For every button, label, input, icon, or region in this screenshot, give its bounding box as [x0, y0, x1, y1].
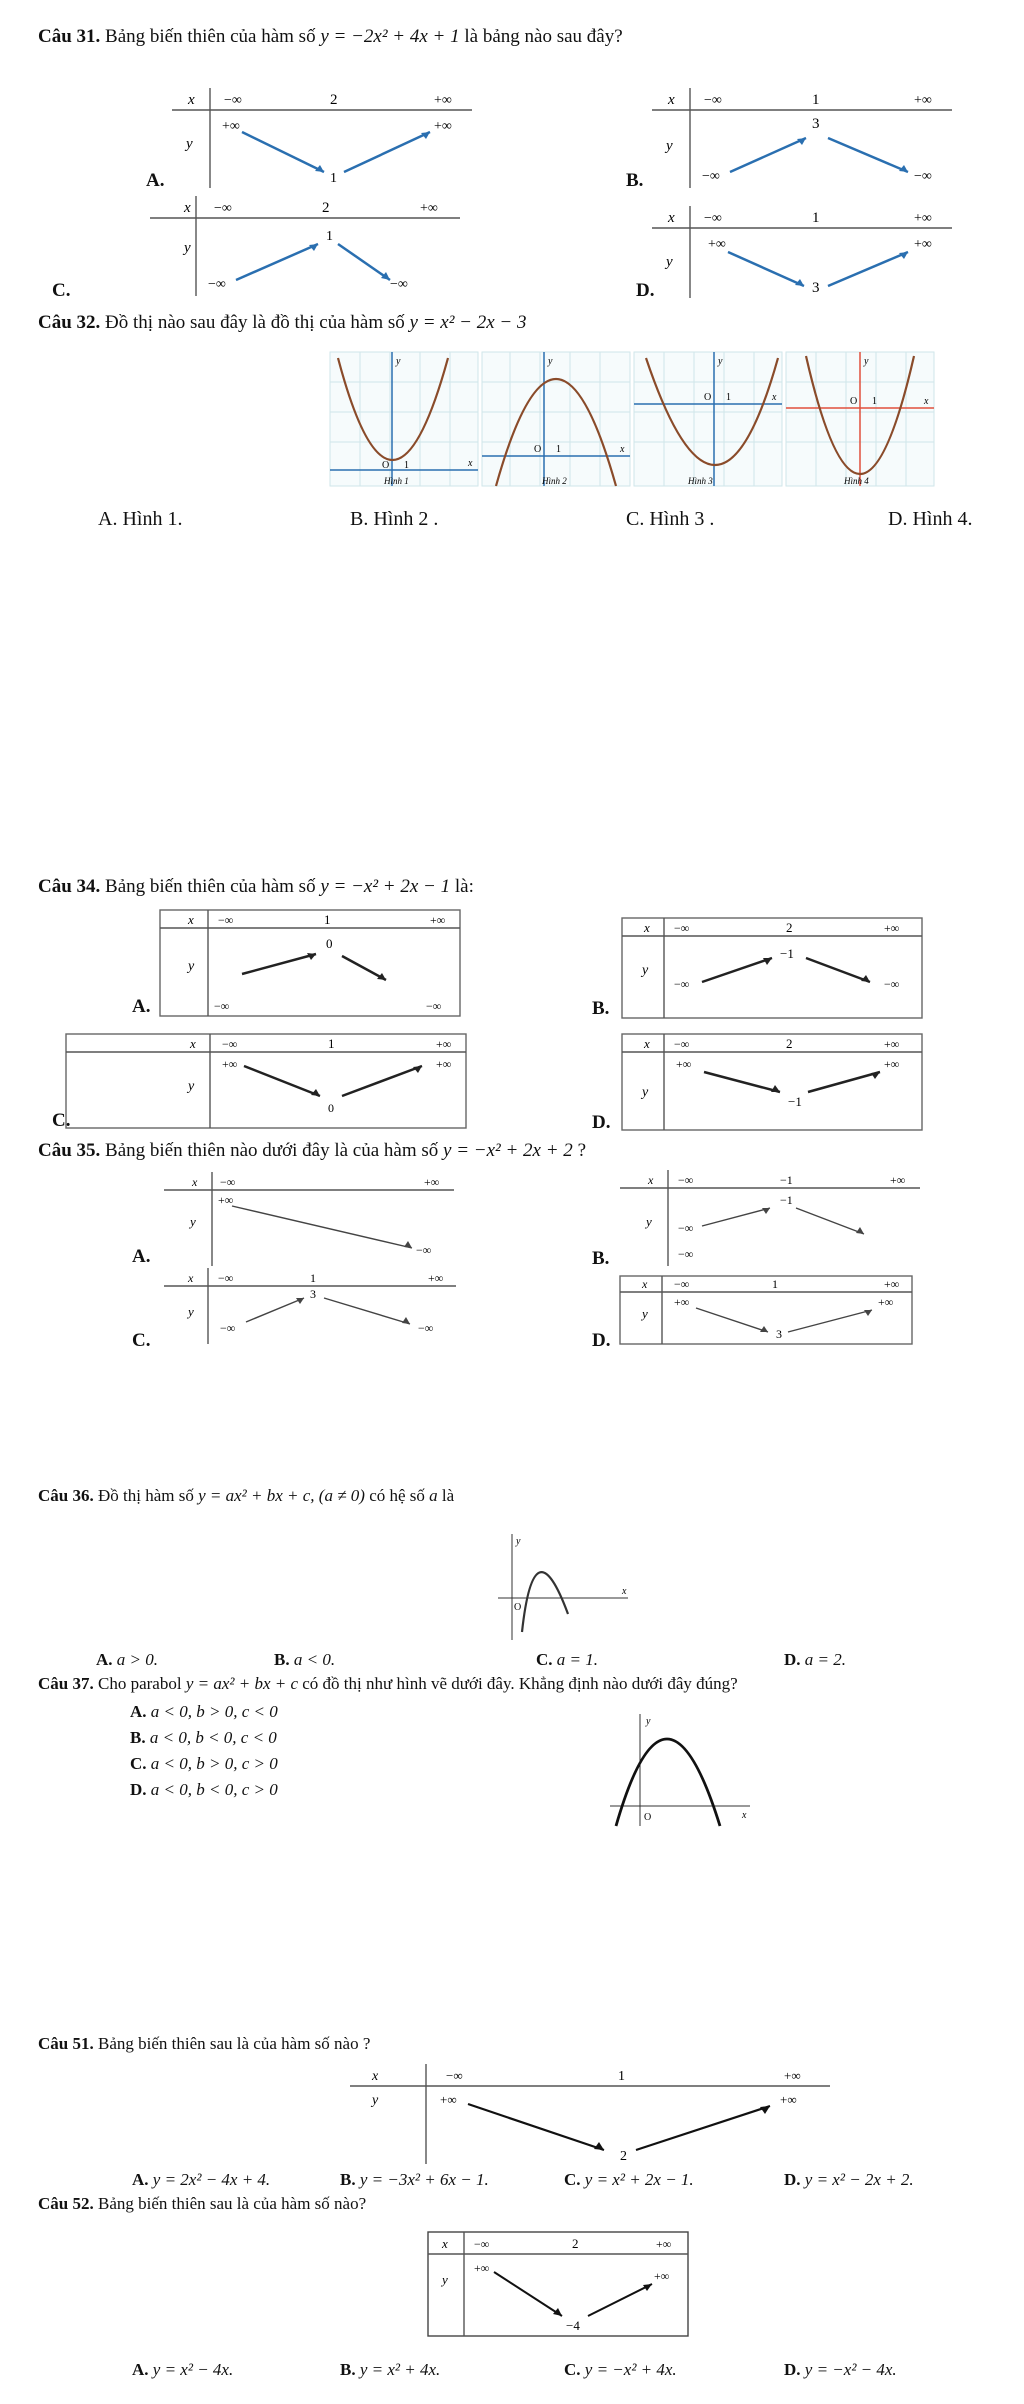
var-y: y: [186, 136, 193, 152]
svg-text:2: 2: [322, 200, 330, 216]
q52-option-a[interactable]: A. y = x² − 4x.: [132, 2360, 234, 2379]
svg-text:y: y: [516, 1536, 521, 1547]
q37-formula: y = ax² + bx + c: [185, 1674, 299, 1693]
var-x: x: [188, 92, 195, 108]
q35-option-c-label[interactable]: C.: [132, 1330, 151, 1351]
increase-arrow: [344, 132, 430, 172]
q31-stem: [38, 26, 623, 48]
svg-text:1: 1: [328, 1036, 335, 1051]
svg-text:0: 0: [328, 1101, 334, 1115]
svg-text:2: 2: [786, 1036, 793, 1051]
q34-formula: y = −x² + 2x − 1: [320, 876, 451, 897]
svg-text:−1: −1: [788, 1094, 802, 1109]
q36-option-d[interactable]: D. a = 2.: [784, 1650, 847, 1669]
svg-text:x: x: [188, 912, 194, 927]
q35-text: Bảng biến thiên nào dưới đây là của hàm số: [105, 1140, 439, 1161]
q36-option-c[interactable]: C. a = 1.: [536, 1650, 599, 1669]
q32-text: Đồ thị nào sau đây là đồ thị của hàm số: [105, 312, 405, 333]
q52-table: [428, 2232, 688, 2336]
increase-arrow: [730, 138, 806, 172]
q36-number: Câu 36.: [38, 1486, 94, 1505]
svg-text:+∞: +∞: [436, 1057, 452, 1071]
svg-text:−1: −1: [780, 1173, 793, 1187]
svg-text:y: y: [190, 1214, 196, 1229]
svg-text:x: x: [772, 392, 777, 403]
svg-text:−1: −1: [780, 1193, 793, 1207]
svg-text:3: 3: [776, 1327, 782, 1341]
svg-text:1: 1: [618, 2069, 625, 2084]
q37-option-b[interactable]: B. a < 0, b < 0, c < 0: [130, 1728, 277, 1747]
svg-text:y: y: [642, 963, 649, 978]
svg-text:2: 2: [572, 2236, 579, 2251]
svg-text:O: O: [644, 1812, 652, 1823]
q51-option-b[interactable]: B. y = −3x² + 6x − 1.: [340, 2170, 489, 2189]
svg-text:y: y: [188, 1079, 195, 1094]
q35-formula: y = −x² + 2x + 2: [443, 1140, 573, 1161]
svg-text:+∞: +∞: [784, 2068, 801, 2083]
svg-text:+∞: +∞: [884, 921, 900, 935]
decrease-arrow: [828, 138, 908, 172]
svg-text:+∞: +∞: [708, 237, 726, 252]
svg-text:+∞: +∞: [424, 1175, 440, 1189]
q36-formula: y = ax² + bx + c, (a ≠ 0): [198, 1486, 365, 1505]
q32-option-a[interactable]: A. Hình 1.: [98, 508, 183, 530]
svg-text:x: x: [668, 92, 675, 108]
y-val: 1: [330, 171, 337, 186]
svg-text:x: x: [192, 1175, 198, 1189]
svg-text:y: y: [372, 2093, 379, 2108]
q36-option-a[interactable]: A. a > 0.: [96, 1650, 159, 1669]
q34-tail: là:: [454, 876, 474, 897]
q31-option-a-table[interactable]: [172, 88, 472, 188]
q31-number: Câu 31.: [38, 26, 101, 47]
svg-text:−∞: −∞: [884, 977, 900, 991]
svg-text:Hình 2: Hình 2: [542, 476, 567, 486]
svg-text:−∞: −∞: [218, 1271, 234, 1285]
svg-text:x: x: [668, 210, 675, 226]
svg-text:−∞: −∞: [214, 201, 232, 216]
svg-text:x: x: [742, 1810, 747, 1821]
svg-text:1: 1: [310, 1271, 316, 1285]
y-val: +∞: [434, 119, 452, 134]
svg-text:−∞: −∞: [416, 1243, 432, 1257]
q31-tail: là bảng nào sau đây?: [464, 26, 623, 47]
svg-text:−∞: −∞: [674, 1037, 690, 1051]
svg-text:−4: −4: [566, 2318, 580, 2333]
svg-text:y: y: [666, 138, 673, 154]
svg-text:+∞: +∞: [218, 1193, 234, 1207]
graph-hinh-3: [634, 352, 782, 486]
q37-number: Câu 37.: [38, 1674, 94, 1693]
graph-hinh-2: [482, 352, 630, 486]
svg-text:−∞: −∞: [704, 211, 722, 226]
q51-stem: [38, 2034, 370, 2054]
x-val: 2: [330, 92, 338, 108]
q35-stem: [38, 1140, 586, 1162]
svg-text:+∞: +∞: [430, 913, 446, 927]
q35-option-d-label[interactable]: D.: [592, 1330, 611, 1351]
graph-hinh-4: [786, 352, 934, 486]
svg-text:y: y: [864, 356, 869, 367]
svg-text:+∞: +∞: [914, 237, 932, 252]
svg-text:y: y: [548, 356, 553, 367]
svg-text:x: x: [188, 1271, 194, 1285]
q31-option-a-label[interactable]: A.: [146, 170, 165, 191]
q37-graph: [610, 1714, 750, 1826]
q37-text: Cho parabol: [97, 1674, 182, 1693]
q51-text: Bảng biến thiên sau là của hàm số nào ?: [97, 2034, 371, 2053]
q32-option-c[interactable]: C. Hình 3 .: [626, 508, 715, 530]
q36-text: Đồ thị hàm số: [97, 1486, 194, 1505]
svg-text:−∞: −∞: [704, 93, 722, 108]
svg-text:−∞: −∞: [914, 169, 932, 184]
q31-option-d-label[interactable]: D.: [636, 280, 655, 301]
svg-text:3: 3: [812, 116, 820, 132]
svg-text:+∞: +∞: [436, 1037, 452, 1051]
svg-text:+∞: +∞: [428, 1271, 444, 1285]
svg-text:x: x: [184, 200, 191, 216]
x-val: −∞: [224, 93, 242, 108]
q36-graph: [498, 1534, 628, 1640]
q52-option-c[interactable]: C. y = −x² + 4x.: [564, 2360, 677, 2379]
svg-text:−∞: −∞: [678, 1173, 694, 1187]
q35-option-b-table[interactable]: [620, 1170, 920, 1266]
svg-text:−∞: −∞: [208, 277, 226, 292]
svg-text:Hình 3: Hình 3: [688, 476, 713, 486]
svg-text:−∞: −∞: [218, 913, 234, 927]
svg-text:1: 1: [326, 229, 333, 244]
y-val: +∞: [222, 119, 240, 134]
q36-tail2: là: [441, 1486, 455, 1505]
svg-text:x: x: [468, 458, 473, 469]
svg-text:+∞: +∞: [890, 1173, 906, 1187]
q36-coef: a: [429, 1486, 438, 1505]
svg-text:x: x: [442, 2236, 448, 2251]
q36-option-b[interactable]: B. a < 0.: [274, 1650, 336, 1669]
q31-formula: y = −2x² + 4x + 1: [320, 26, 460, 47]
svg-text:x: x: [372, 2069, 379, 2084]
svg-text:O: O: [514, 1602, 522, 1613]
svg-text:O: O: [382, 460, 390, 471]
svg-text:−∞: −∞: [678, 1247, 694, 1261]
svg-text:1: 1: [726, 392, 731, 403]
svg-text:y: y: [666, 254, 673, 270]
q35-option-a-label[interactable]: A.: [132, 1246, 151, 1267]
q35-tail: ?: [577, 1140, 586, 1161]
svg-text:−∞: −∞: [702, 169, 720, 184]
q34-option-c-label[interactable]: C.: [52, 1110, 71, 1131]
q34-text: Bảng biến thiên của hàm số: [105, 876, 316, 897]
q35-option-b-label[interactable]: B.: [592, 1248, 610, 1269]
svg-text:y: y: [188, 1304, 194, 1319]
q34-number: Câu 34.: [38, 876, 101, 897]
q31-text: Bảng biến thiên của hàm số: [105, 26, 316, 47]
svg-text:O: O: [704, 392, 712, 403]
q37-option-a[interactable]: A. a < 0, b > 0, c < 0: [130, 1702, 278, 1721]
svg-text:+∞: +∞: [676, 1057, 692, 1071]
q51-option-c[interactable]: C. y = x² + 2x − 1.: [564, 2170, 694, 2189]
svg-text:−∞: −∞: [678, 1221, 694, 1235]
q34-option-d-label[interactable]: D.: [592, 1112, 611, 1133]
svg-text:y: y: [642, 1306, 648, 1321]
q34-option-b-label[interactable]: B.: [592, 998, 610, 1019]
q37-stem: [38, 1674, 738, 1694]
q52-stem: [38, 2194, 366, 2214]
svg-text:+∞: +∞: [914, 93, 932, 108]
q51-number: Câu 51.: [38, 2034, 94, 2053]
svg-text:y: y: [188, 959, 195, 974]
q36-tail: có hệ số: [369, 1486, 425, 1505]
q31-option-b-table[interactable]: [652, 88, 952, 188]
q51-option-d[interactable]: D. y = x² − 2x + 2.: [784, 2170, 914, 2189]
q37-option-c[interactable]: C. a < 0, b > 0, c > 0: [130, 1754, 278, 1773]
svg-text:+∞: +∞: [674, 1295, 690, 1309]
q52-option-d[interactable]: D. y = −x² − 4x.: [784, 2360, 897, 2379]
q31-option-d-table[interactable]: [652, 206, 952, 298]
q35-option-d-table[interactable]: [620, 1276, 912, 1344]
svg-text:1: 1: [872, 396, 877, 407]
svg-text:−∞: −∞: [674, 977, 690, 991]
decrease-arrow: [242, 132, 324, 172]
svg-text:+∞: +∞: [222, 1057, 238, 1071]
svg-text:+∞: +∞: [884, 1037, 900, 1051]
q37-tail: có đồ thị như hình vẽ dưới đây. Khẳng định nào dưới đây đúng?: [302, 1674, 738, 1693]
svg-text:−∞: −∞: [418, 1321, 434, 1335]
svg-text:+∞: +∞: [656, 2237, 672, 2251]
q31-option-c-label[interactable]: C.: [52, 280, 71, 301]
svg-text:+∞: +∞: [780, 2092, 797, 2107]
q34-option-b-table[interactable]: [622, 918, 922, 1018]
q34-option-a-label[interactable]: A.: [132, 996, 151, 1017]
q52-number: Câu 52.: [38, 2194, 94, 2213]
q37-option-d[interactable]: D. a < 0, b < 0, c > 0: [130, 1780, 278, 1799]
q32-stem: [38, 312, 526, 334]
svg-text:0: 0: [326, 936, 333, 951]
svg-text:1: 1: [324, 912, 331, 927]
svg-text:y: y: [646, 1716, 651, 1727]
svg-text:y: y: [642, 1085, 649, 1100]
q51-table: [350, 2064, 830, 2164]
svg-text:+∞: +∞: [884, 1277, 900, 1291]
svg-text:1: 1: [812, 210, 820, 226]
svg-text:−∞: −∞: [446, 2068, 463, 2083]
svg-text:−∞: −∞: [220, 1175, 236, 1189]
svg-text:x: x: [644, 1036, 650, 1051]
q52-text: Bảng biến thiên sau là của hàm số nào?: [97, 2194, 367, 2213]
svg-text:−∞: −∞: [474, 2237, 490, 2251]
svg-text:−∞: −∞: [426, 999, 442, 1013]
svg-text:1: 1: [812, 92, 820, 108]
svg-text:−∞: −∞: [222, 1037, 238, 1051]
svg-text:−∞: −∞: [390, 277, 408, 292]
q35-option-a-table[interactable]: [164, 1172, 454, 1266]
q35-option-c-table[interactable]: [164, 1268, 456, 1344]
svg-text:+∞: +∞: [440, 2092, 457, 2107]
q31-option-b-label[interactable]: B.: [626, 170, 644, 191]
svg-text:y: y: [442, 2272, 448, 2287]
svg-text:−∞: −∞: [674, 1277, 690, 1291]
svg-text:−∞: −∞: [220, 1321, 236, 1335]
q51-option-a[interactable]: A. y = 2x² − 4x + 4.: [132, 2170, 271, 2189]
svg-text:Hình 4: Hình 4: [844, 476, 869, 486]
svg-text:1: 1: [772, 1277, 778, 1291]
svg-text:1: 1: [404, 460, 409, 471]
svg-text:+∞: +∞: [914, 211, 932, 226]
svg-text:x: x: [622, 1586, 627, 1597]
svg-text:y: y: [184, 240, 191, 256]
svg-text:y: y: [718, 356, 723, 367]
svg-text:x: x: [924, 396, 929, 407]
q34-option-c-table[interactable]: [66, 1034, 466, 1128]
svg-text:2: 2: [620, 2149, 627, 2164]
q32-graphs: [330, 352, 934, 492]
svg-text:y: y: [396, 356, 401, 367]
svg-text:+∞: +∞: [654, 2269, 670, 2283]
q52-option-b[interactable]: B. y = x² + 4x.: [340, 2360, 441, 2379]
q35-number: Câu 35.: [38, 1140, 101, 1161]
q31-option-c-table[interactable]: [150, 196, 460, 296]
q32-option-d[interactable]: D. Hình 4.: [888, 508, 973, 530]
x-val: +∞: [434, 93, 452, 108]
q34-option-a-table[interactable]: [160, 910, 460, 1016]
svg-text:x: x: [190, 1036, 196, 1051]
svg-text:3: 3: [310, 1287, 316, 1301]
svg-text:−∞: −∞: [674, 921, 690, 935]
q36-stem: [38, 1486, 454, 1506]
svg-text:1: 1: [556, 444, 561, 455]
svg-text:O: O: [850, 396, 858, 407]
svg-text:O: O: [534, 444, 542, 455]
svg-text:y: y: [646, 1214, 652, 1229]
svg-text:x: x: [648, 1173, 654, 1187]
svg-text:+∞: +∞: [884, 1057, 900, 1071]
svg-text:+∞: +∞: [420, 201, 438, 216]
svg-text:Hình 1: Hình 1: [384, 476, 409, 486]
svg-text:−∞: −∞: [214, 999, 230, 1013]
q32-formula: y = x² − 2x − 3: [409, 312, 527, 333]
svg-text:x: x: [642, 1277, 648, 1291]
svg-text:x: x: [644, 920, 650, 935]
q32-option-b[interactable]: B. Hình 2 .: [350, 508, 439, 530]
svg-text:x: x: [620, 444, 625, 455]
q34-stem: [38, 876, 474, 898]
svg-text:−1: −1: [780, 946, 794, 961]
svg-text:+∞: +∞: [878, 1295, 894, 1309]
svg-text:2: 2: [786, 920, 793, 935]
q32-number: Câu 32.: [38, 312, 101, 333]
graph-hinh-1: [330, 352, 478, 486]
q34-option-d-table[interactable]: [622, 1034, 922, 1130]
svg-text:+∞: +∞: [474, 2261, 490, 2275]
svg-text:3: 3: [812, 280, 820, 296]
